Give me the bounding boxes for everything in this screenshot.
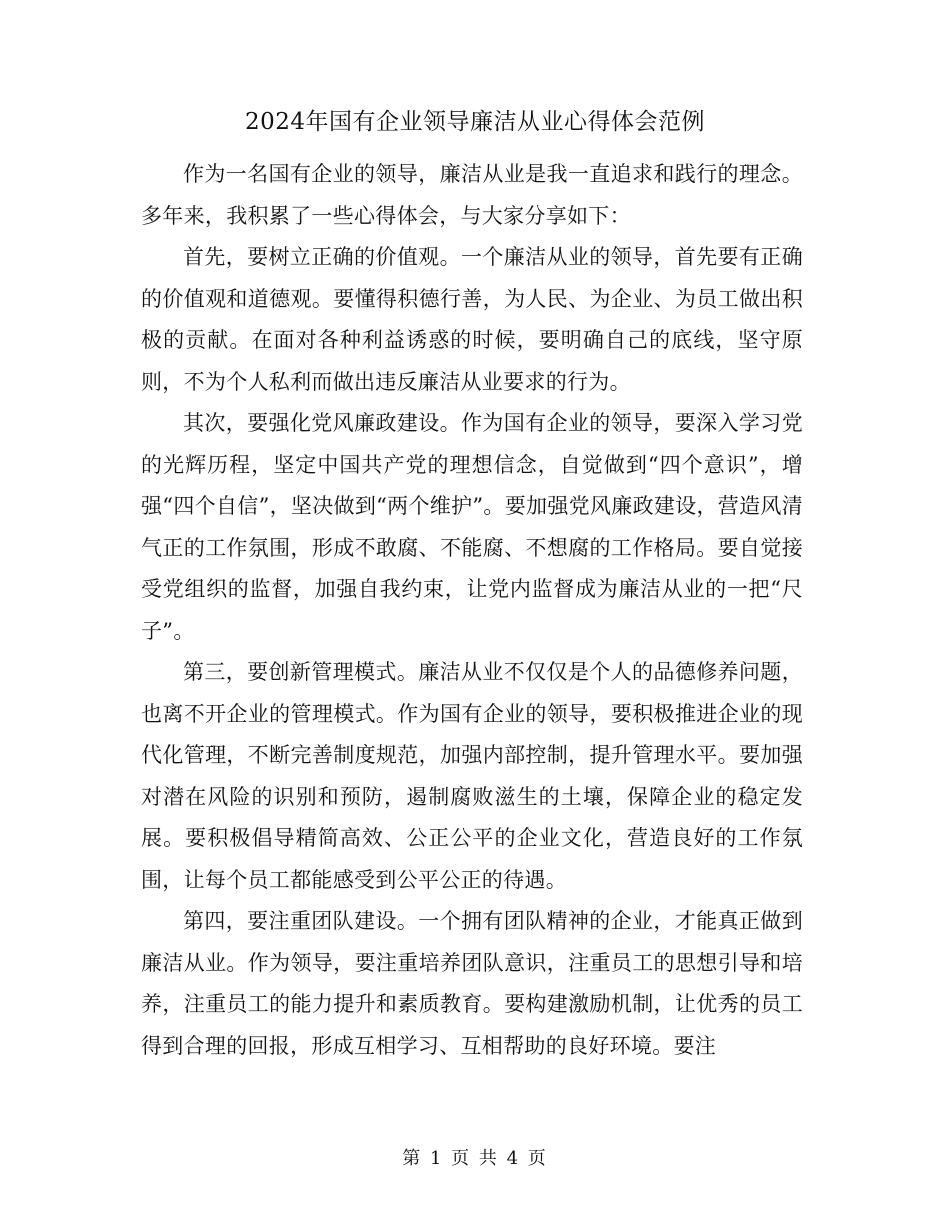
paragraph-values: 首先，要树立正确的价值观。一个廉洁从业的领导，首先要有正确的价值观和道德观。要懂得积德行善，为人民、为企业、为员工做出积极的贡献。在面对各种利益诱惑的时候，要明确自己的底线，坚守原则，不为个人私利而做出违反廉洁从业要求的行为。 <box>141 245 803 394</box>
paragraph-intro: 作为一名国有企业的领导，廉洁从业是我一直追求和践行的理念。多年来，我积累了一些心得体会，与大家分享如下： <box>141 162 803 228</box>
document-body <box>141 154 803 1067</box>
paragraph-management: 第三，要创新管理模式。廉洁从业不仅仅是个人的品德修养问题，也离不开企业的管理模式。作为国有企业的领导，要积极推进企业的现代化管理，不断完善制度规范，加强内部控制，提升管理水平。要加强对潜在风险的识别和预防，遏制腐败滋生的土壤，保障企业的稳定发展。要积极倡导精简高效、公正公平的企业文化，营造良好的工作氛围，让每个员工都能感受到公平公正的待遇。 <box>141 660 803 892</box>
page-number-footer: 第 1 页 共 4 页 <box>402 1148 548 1169</box>
paragraph-team: 第四，要注重团队建设。一个拥有团队精神的企业，才能真正做到廉洁从业。作为领导，要注重培养团队意识，注重员工的思想引导和培养，注重员工的能力提升和素质教育。要构建激励机制，让优秀的员工得到合理的回报，形成互相学习、互相帮助的良好环境。要注 <box>141 909 803 1058</box>
document-title: 2024年国有企业领导廉洁从业心得体会范例 <box>244 109 706 135</box>
paragraph-party-integrity: 其次，要强化党风廉政建设。作为国有企业的领导，要深入学习党的光辉历程，坚定中国共产党的理想信念，自觉做到“四个意识”，增强“四个自信”，坚决做到“两个维护”。要加强党风廉政建设，营造风清气正的工作氛围，形成不敢腐、不能腐、不想腐的工作格局。要自觉接受党组织的监督，加强自我约束，让党内监督成为廉洁从业的一把“尺子”。 <box>141 411 803 643</box>
